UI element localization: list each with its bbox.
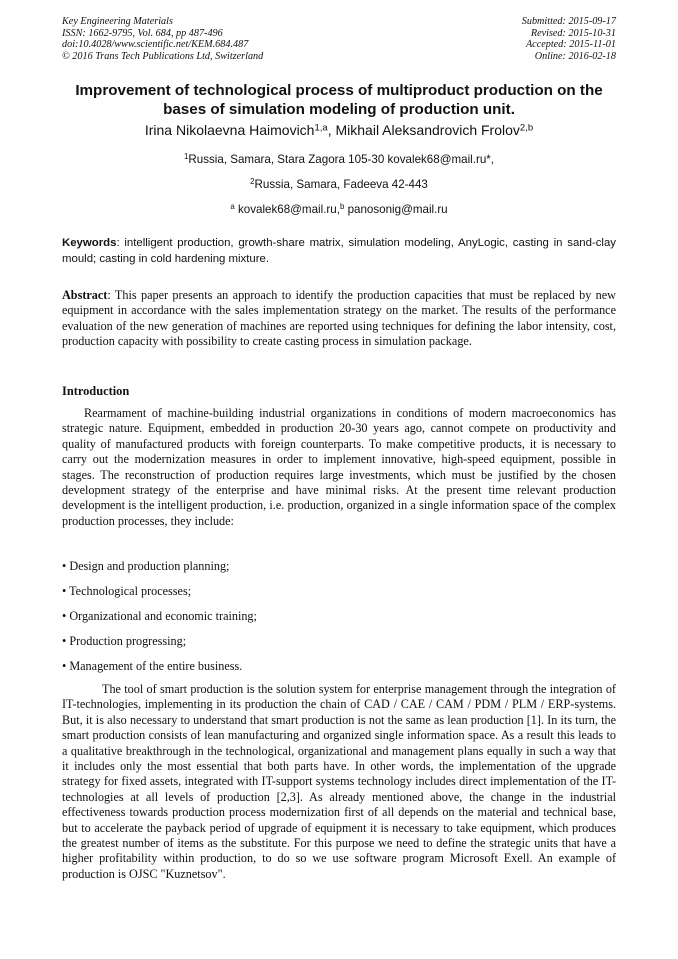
journal-header-right [522,16,616,62]
intro-paragraph-1: Rearmament of machine-building industrial organizations in conditions of modern macroeconomics has strategic nature. Equipment, embedded in production 20-30 years ago, cannot compete on productivity and quality of manufactured products with foreign counterparts. To make competitive products, it is necessary to carry out the modernization measures in order to implement innovative, high-speed equipment, possible in stages. The reconstruction of production requires large investments, which must be justified by the chosen development strategy of the enterprise and have minimal risks. At the present time relevant production development is the intelligent production, i.e. production, organized in a single information space of the complex production processes, they include: [62,406,616,528]
abstract-text: : This paper presents an approach to identify the production capacities that must be replaced by new equipment in accordance with the sales implementation strategy on the market. The results of the performance evaluation of the new generation of machines are reported using techniques for defining the labor intensity, cost, production capacity with possibility to create casting process in simulation package. [62,288,616,349]
abstract-label: Abstract [62,288,108,302]
copyright-line: © 2016 Trans Tech Publications Ltd, Switzerland [62,50,264,62]
bullet-item: • Design and production planning; [62,559,230,573]
affiliation-1-sup: 1 [183,152,189,162]
affiliation-1-text: Russia, Samara, Stara Zagora 105-30 kovalek68@mail.ru*, [188,153,494,166]
email-a[interactable]: kovalek68@mail.ru, [234,203,340,216]
bullet-item: • Management of the entire business. [62,659,243,673]
keywords-block [62,236,616,267]
section-heading-introduction: Introduction [62,384,130,398]
intro-paragraph-2: The tool of smart production is the solution system for enterprise management through the integration of IT-technologies, implementing in its production the chain of CAD / CAE / CAM / PDM / PLM / ERP-systems. But, it is also necessary to understand that smart production is not the same as lean production [1]. In its turn, the smart production consists of lean manufacturing and organized single information space. As a result this leads to a qualitative breakthrough in the technological, organizational and management plans equally in such a way that it includes only the most essential that both parts have. In other words, the implementation of the upgrade strategy for fixed assets, integrated with IT-support systems technology includes direct implementation of the IT-technologies at all levels of production [2,3]. As already mentioned above, the change in the industrial effectiveness towards production process modernization first of all depends on the material and technical base, but to accelerate the payback period of upgrade of equipment it is necessary to take equipment, which produces the greatest number of items as the substitute. For this purpose we need to define the strategic units that have a higher profitability within production, to do so we use software program Microsoft Exell. An example of production is OJSC "Kuznetsov". [62,682,616,881]
author-line [62,122,616,139]
revised-date: Revised: 2015-10-31 [530,27,616,39]
affiliation-2-text: Russia, Samara, Fadeeva 42-443 [254,178,428,191]
journal-name: Key Engineering Materials [62,16,173,27]
affiliation-2 [62,178,616,192]
author-emails [62,203,616,217]
email-b[interactable]: panosonig@mail.ru [344,203,448,216]
keywords-label: Keywords [62,237,117,249]
issn-line: ISSN: 1662-9795, Vol. 684, pp 487-496 [62,27,223,39]
bullet-item: • Technological processes; [62,584,192,598]
online-date: Online: 2016-02-18 [534,50,616,62]
email-b-sup: b [339,202,345,212]
author-1: Irina Nikolaevna Haimovich [144,122,315,138]
author-2-sup: 2,b [519,122,534,134]
submitted-date: Submitted: 2015-09-17 [521,16,616,27]
paper-title: Improvement of technological process of multiproduct production on the bases of simulation modeling of production unit. [75,82,603,118]
email-a-sup: a [230,202,235,212]
author-1-sup: 1,a [314,122,328,134]
affiliation-2-sup: 2 [250,177,255,187]
accepted-date: Accepted: 2015-11-01 [525,39,616,51]
author-2: Mikhail Aleksandrovich Frolov [335,122,520,138]
doi-line[interactable]: doi:10.4028/www.scientific.net/KEM.684.487 [62,39,249,51]
affiliation-1 [62,153,616,167]
abstract-block [62,288,616,350]
bullet-item: • Organizational and economic training; [62,609,257,623]
keywords-text: : intelligent production, growth-share matrix, simulation modeling, AnyLogic, casting in sand-clay mould; casting in cold hardening mixture. [62,237,616,265]
author-separator: , [327,122,336,138]
journal-header-left [62,16,263,62]
bullet-item: • Production progressing; [62,634,187,648]
